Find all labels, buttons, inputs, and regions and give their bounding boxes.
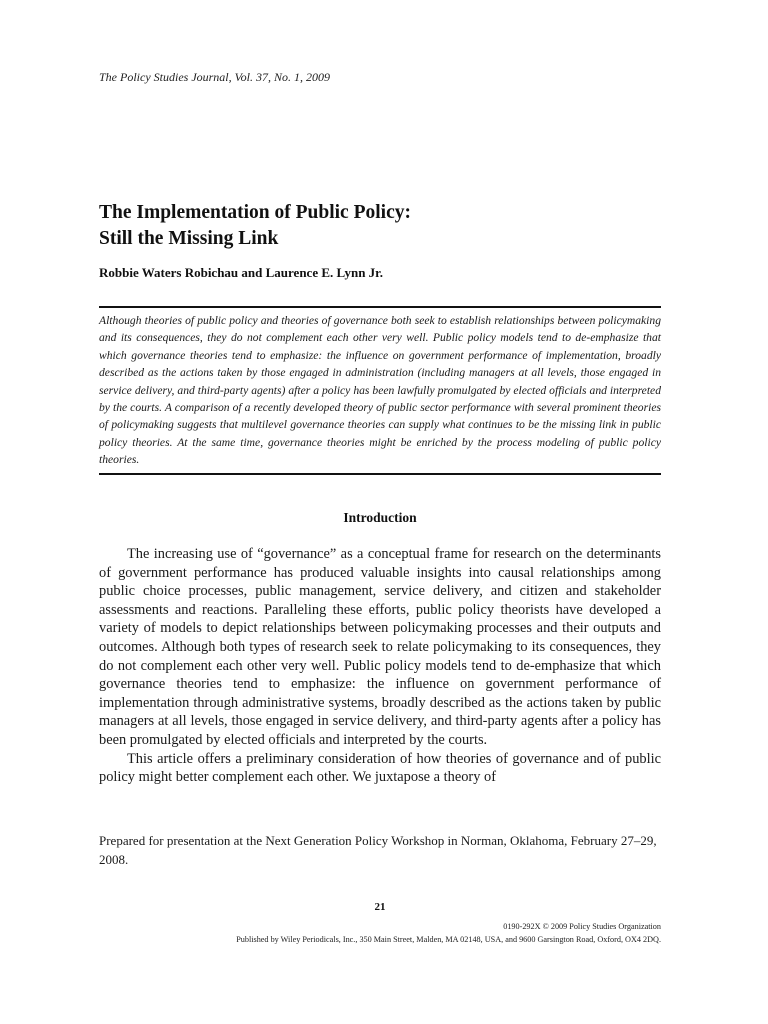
title-line-1: The Implementation of Public Policy: [99,202,411,223]
abstract-block [99,306,661,475]
journal-citation: The Policy Studies Journal, Vol. 37, No. 1, 2009 [99,70,330,84]
copyright-notice: 0190-292X © 2009 Policy Studies Organization [503,922,661,931]
body-text [99,545,661,787]
body-paragraph: The increasing use of “governance” as a conceptual frame for research on the determinants of government performance has produced valuable insights into causal relationships among public choice processes, public management, service delivery, and citizen and stakeholder assessments and reactions. Paralleling these efforts, public policy theorists have developed a variety of models to depict relationships between policymaking processes and their outputs and outcomes. Although both types of research seek to relate policymaking to its consequences, they do not complement each other very well. Public policy models tend to de-emphasize that which governance theories tend to emphasize: the influence on government performance of implementation through administrative systems, broadly described as the actions taken by public managers at all levels, those engaged in service delivery, and third-party agents after a policy has been promulgated by elected officials and interpreted by the courts. [99,546,661,748]
page-number: 21 [374,901,386,913]
abstract-text: Although theories of public policy and theories of governance both seek to establish relationships between policymaking and its consequences, they do not complement each other very well. Public policy models tend to de-emphasize that which governance theories tend to emphasize: the influence on government performance of implementation, broadly described as the actions taken by those engaged in administration (including managers at all levels, those engaged in service delivery, and third-party agents) after a policy has been lawfully promulgated by elected officials and interpreted by the courts. A comparison of a recently developed theory of public sector performance with several prominent theories of policymaking suggests that multilevel governance theories can supply what continues to be the missing link in public policy theories. At the same time, governance theories might be enriched by the process modeling of public policy theories. [99,314,661,467]
title-line-2: Still the Missing Link [99,228,279,249]
author-list: Robbie Waters Robichau and Laurence E. Lynn Jr. [99,265,384,280]
footnote: Prepared for presentation at the Next Generation Policy Workshop in Norman, Oklahoma, February 27–29, 2008. [99,833,657,867]
article-title [99,200,661,252]
body-paragraph: This article offers a preliminary consideration of how theories of governance and of public policy might better complement each other. We juxtapose a theory of [99,750,661,786]
publisher-notice: Published by Wiley Periodicals, Inc., 350 Main Street, Malden, MA 02148, USA, and 9600 Garsington Road, Oxford, OX4 2DQ. [236,935,661,944]
section-heading-introduction: Introduction [343,510,417,525]
